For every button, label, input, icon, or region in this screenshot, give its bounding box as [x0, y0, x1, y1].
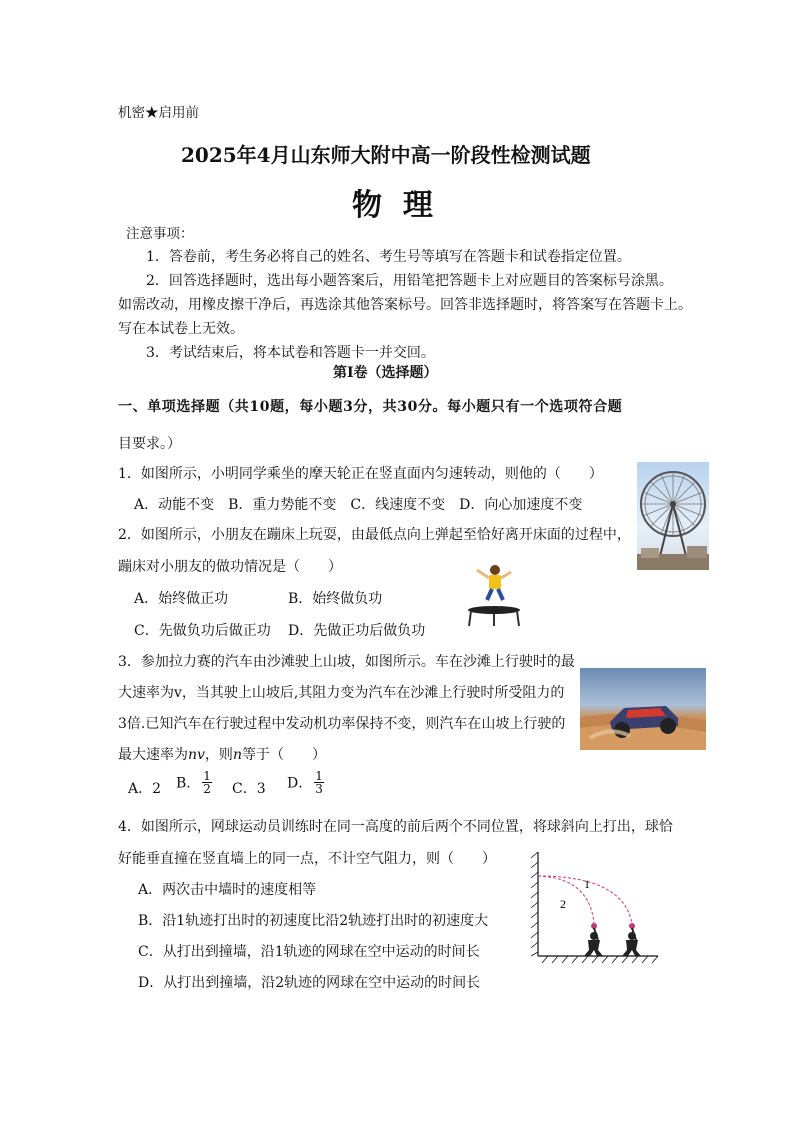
q3-option-d-label: D． [287, 775, 313, 792]
section-1-line-1 [118, 396, 622, 416]
rally-car-icon [580, 668, 706, 750]
q3-option-a: A．2 [128, 781, 162, 797]
q3-stem-line-3: 3倍.已知汽车在行驶过程中发动机功率保持不变，则汽车在山坡上行驶的 [118, 716, 566, 732]
q2-option-c: C．先做负功后做正功 [134, 623, 271, 639]
q2-option-d: D．先做正功后做负功 [288, 623, 426, 639]
q4-option-a: A．两次击中墙时的速度相等 [138, 882, 317, 898]
q3-option-d-numerator: 1 [315, 769, 323, 783]
q3-symbol-nv: nv [188, 747, 205, 763]
q3-stem-part-c: 等于（ ） [241, 747, 326, 763]
q3-symbol-n: n [232, 747, 242, 763]
notes-item-2-line-3: 写在本试卷上无效。 [118, 321, 244, 337]
q4-stem-line-2: 好能垂直撞在竖直墙上的同一点，不计空气阻力，则（ ） [118, 851, 496, 867]
q2-option-b: B．始终做负功 [288, 591, 383, 607]
exam-title: 2025年4月山东师大附中高一阶段性检测试题 [181, 143, 591, 167]
q3-option-d [287, 770, 326, 795]
q3-stem-part-a: 最大速率为 [118, 747, 188, 763]
q3-option-b-label: B． [176, 775, 201, 792]
q3-option-b-fraction [202, 770, 212, 795]
q2-stem-line-2: 蹦床对小朋友的做功情况是（ ） [118, 559, 342, 575]
q3-stem-line-2: 大速率为v，当其驶上山坡后,其阻力变为汽车在沙滩上行驶时所受阻力的 [118, 685, 565, 701]
notes-item-1: 1．答卷前，考生务必将自己的姓名、考生号等填写在答题卡和试卷指定位置。 [146, 249, 631, 265]
q3-stem-line-1: 3．参加拉力赛的汽车由沙滩驶上山坡，如图所示。车在沙滩上行驶时的最 [118, 654, 575, 670]
subject-title: 物 理 [352, 188, 433, 223]
notes-item-2-line-2: 如需改动，用橡皮擦干净后，再选涂其他答案标号。回答非选择题时，将答案写在答题卡上。 [118, 297, 692, 313]
q3-option-c: C．3 [232, 781, 266, 797]
section-1-text: 一、单项选择题（共10题，每小题3分，共30分。每小题只有一个选项符合题 [118, 399, 623, 415]
q4-stem-line-1: 4．如图所示，网球运动员训练时在同一高度的前后两个不同位置，将球斜向上打出，球恰 [118, 819, 673, 835]
ferris-wheel-image [637, 462, 709, 570]
q4-option-c: C．从打出到撞墙，沿1轨迹的网球在空中运动的时间长 [138, 944, 480, 960]
trajectory-label-2: 2 [560, 897, 566, 911]
q1-stem: 1．如图所示，小明同学乘坐的摩天轮正在竖直面内匀速转动，则他的（ ） [118, 466, 603, 482]
q3-option-d-denominator: 3 [315, 782, 323, 796]
q3-option-b-denominator: 2 [203, 782, 211, 796]
ferris-wheel-icon [637, 462, 709, 570]
q3-option-d-fraction [314, 770, 324, 795]
section-1-line-2: 目要求。） [118, 436, 181, 452]
trampoline-kid-image [465, 562, 523, 628]
q3-stem-line-4 [118, 744, 326, 764]
q4-option-b: B．沿1轨迹打出时的初速度比沿2轨迹打出时的初速度大 [138, 913, 489, 929]
q3-option-b [176, 770, 214, 795]
q3-option-b-numerator: 1 [203, 769, 211, 783]
notes-item-3: 3．考试结束后，将本试卷和答题卡一并交回。 [146, 345, 435, 361]
q1-options: A．动能不变 B．重力势能不变 C．线速度不变 D．向心加速度不变 [134, 497, 583, 513]
notes-title: 注意事项： [126, 226, 194, 242]
part-1-title: 第Ⅰ卷（选择题） [333, 365, 438, 381]
q3-stem-part-b: ，则 [204, 747, 233, 763]
q4-option-d: D．从打出到撞墙，沿2轨迹的网球在空中运动的时间长 [138, 975, 481, 991]
trajectory-label-1: 1 [584, 877, 590, 891]
q2-stem-line-1: 2．如图所示，小朋友在蹦床上玩耍，由最低点向上弹起至恰好离开床面的过程中， [118, 527, 631, 543]
secret-label: 机密★启用前 [118, 105, 199, 121]
q2-option-a: A．始终做正功 [134, 591, 229, 607]
rally-car-image [580, 668, 706, 750]
tennis-trajectory-diagram [528, 850, 662, 964]
notes-item-2-line-1: 2．回答选择题时，选出每小题答案后，用铅笔把答题卡上对应题目的答案标号涂黑。 [146, 273, 673, 289]
